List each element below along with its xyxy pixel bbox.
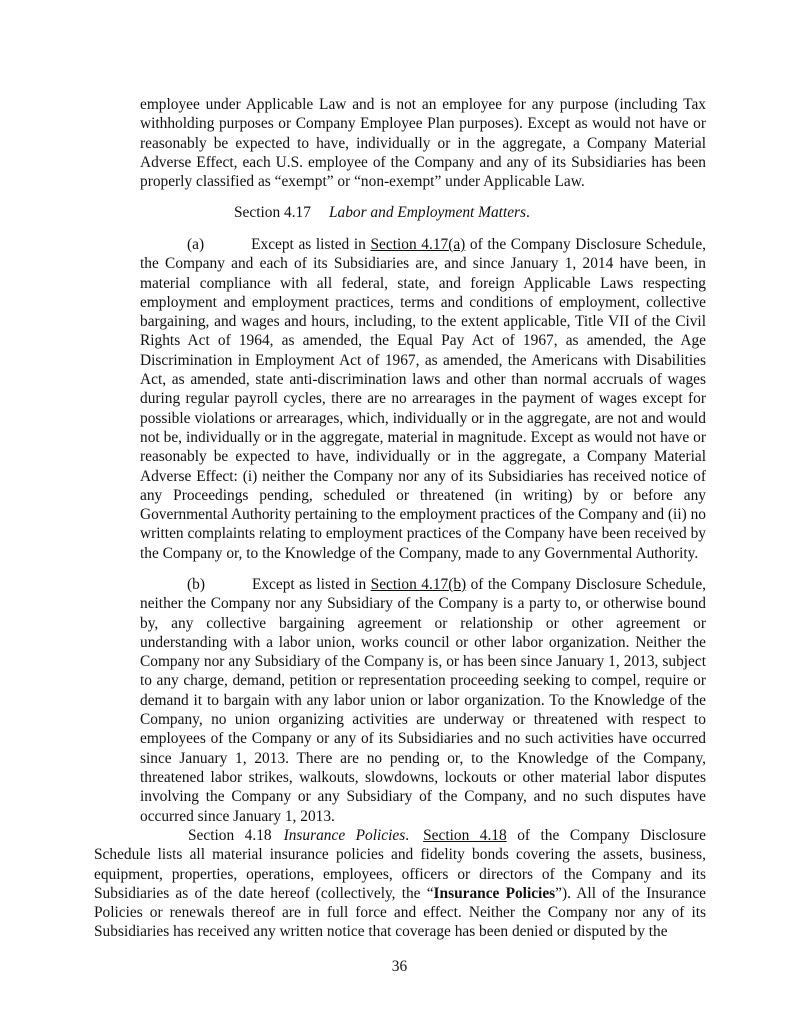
section-4-17-title-period: . [526, 204, 530, 221]
section-4-17b-reference: Section 4.17(b) [370, 576, 467, 593]
section-4-18-number: Section 4.18 [188, 827, 272, 844]
section-4-17-title: Labor and Employment Matters [328, 204, 527, 221]
intro-paragraph-text: employee under Applicable Law and is not an employee for any purpose (including Tax withholding purposes or Company Employee Plan purposes). Except as would not have or reasonably be expected to have, individually or in the aggregate, a Company Material Adverse Effect, each U.S. employee of the Company and any of its Subsidiaries has been properly classified as “exempt” or “non-exempt” under Applicable Law. [140, 96, 706, 191]
paragraph-b-label: (b) [187, 576, 205, 593]
section-4-18-body-2: ”). All of the Insurance Policies or renewals thereof are in full force and effect. Neither the Company nor any of its Subsidiaries has received any written notice that coverage has been denied or disputed by the [94, 884, 706, 941]
section-4-18-reference: Section 4.18 [423, 827, 507, 844]
paragraph-b-body: of the Company Disclosure Schedule, neither the Company nor any Subsidiary of the Company is a party to, or otherwise bound by, any collective bargaining agreement or relationship or other agreement or understanding with a labor union, works council or other labor organization. Neither the Company nor any Subsidiary of the Company is, or has been since January 1, 2013, subject to any charge, demand, petition or representation proceeding seeking to compel, require or demand it to bargain with any labor union or labor organization. To the Knowledge of the Company, no union organizing activities are underway or threatened with respect to employees of the Company or any of its Subsidiaries and no such activities have occurred since January 1, 2013. There are no pending or, to the Knowledge of the Company, threatened labor strikes, walkouts, slowdowns, lockouts or other material labor disputes involving the Company or any Subsidiary of the Company, and no such disputes have occurred since January 1, 2013. [140, 576, 706, 825]
paragraph-a-body: of the Company Disclosure Schedule, the Company and each of its Subsidiaries are, and since January 1, 2014 have been, in material compliance with all federal, state, and foreign Applicable Laws respecting employment and employment practices, terms and conditions of employment, collective bargaining, and wages and hours, including, to the extent applicable, Title VII of the Civil Rights Act of 1964, as amended, the Equal Pay Act of 1967, as amended, the Age Discrimination in Employment Act of 1967, as amended, the Americans with Disabilities Act, as amended, state anti-discrimination laws and other than normal accruals of wages during regular payroll cycles, there are no arrearages in the payment of wages except for possible violations or arrearages, which, individually or in the aggregate, are not and would not be, individually or in the aggregate, material in magnitude. Except as would not have or reasonably be expected to have, individually or in the aggregate, a Company Material Adverse Effect: (i) neither the Company nor any of its Subsidiaries has received notice of any Proceedings pending, scheduled or threatened (in writing) by or before any Governmental Authority pertaining to the employment practices of the Company and (ii) no written complaints relating to employment practices of the Company have been received by the Company or, to the Knowledge of the Company, made to any Governmental Authority. [140, 236, 706, 562]
section-4-17a-reference: Section 4.17(a) [370, 236, 466, 253]
insurance-policies-defined-term: Insurance Policies [433, 884, 556, 902]
section-4-17-heading [140, 203, 706, 222]
section-4-17-number: Section 4.17 [234, 204, 311, 221]
paragraph-a-lead: Except as listed in [251, 236, 371, 253]
intro-paragraph [140, 95, 706, 191]
section-4-18-title-period: . [405, 827, 410, 844]
paragraph-b [140, 575, 706, 826]
section-4-18-title: Insurance Policies [283, 827, 406, 844]
paragraph-a-label: (a) [187, 236, 205, 253]
section-4-18-paragraph [94, 826, 706, 942]
paragraph-a [140, 235, 706, 563]
section-4-18-body-1: of the Company Disclosure Schedule lists all material insurance policies and fidelity bonds covering the assets, business, equipment, properties, operations, employees, officers or directors of the Company and its Subsidiaries as of the date hereof (collectively, the “ [94, 827, 706, 902]
page-number: 36 [391, 958, 408, 975]
paragraph-b-lead: Except as listed in [251, 576, 371, 593]
